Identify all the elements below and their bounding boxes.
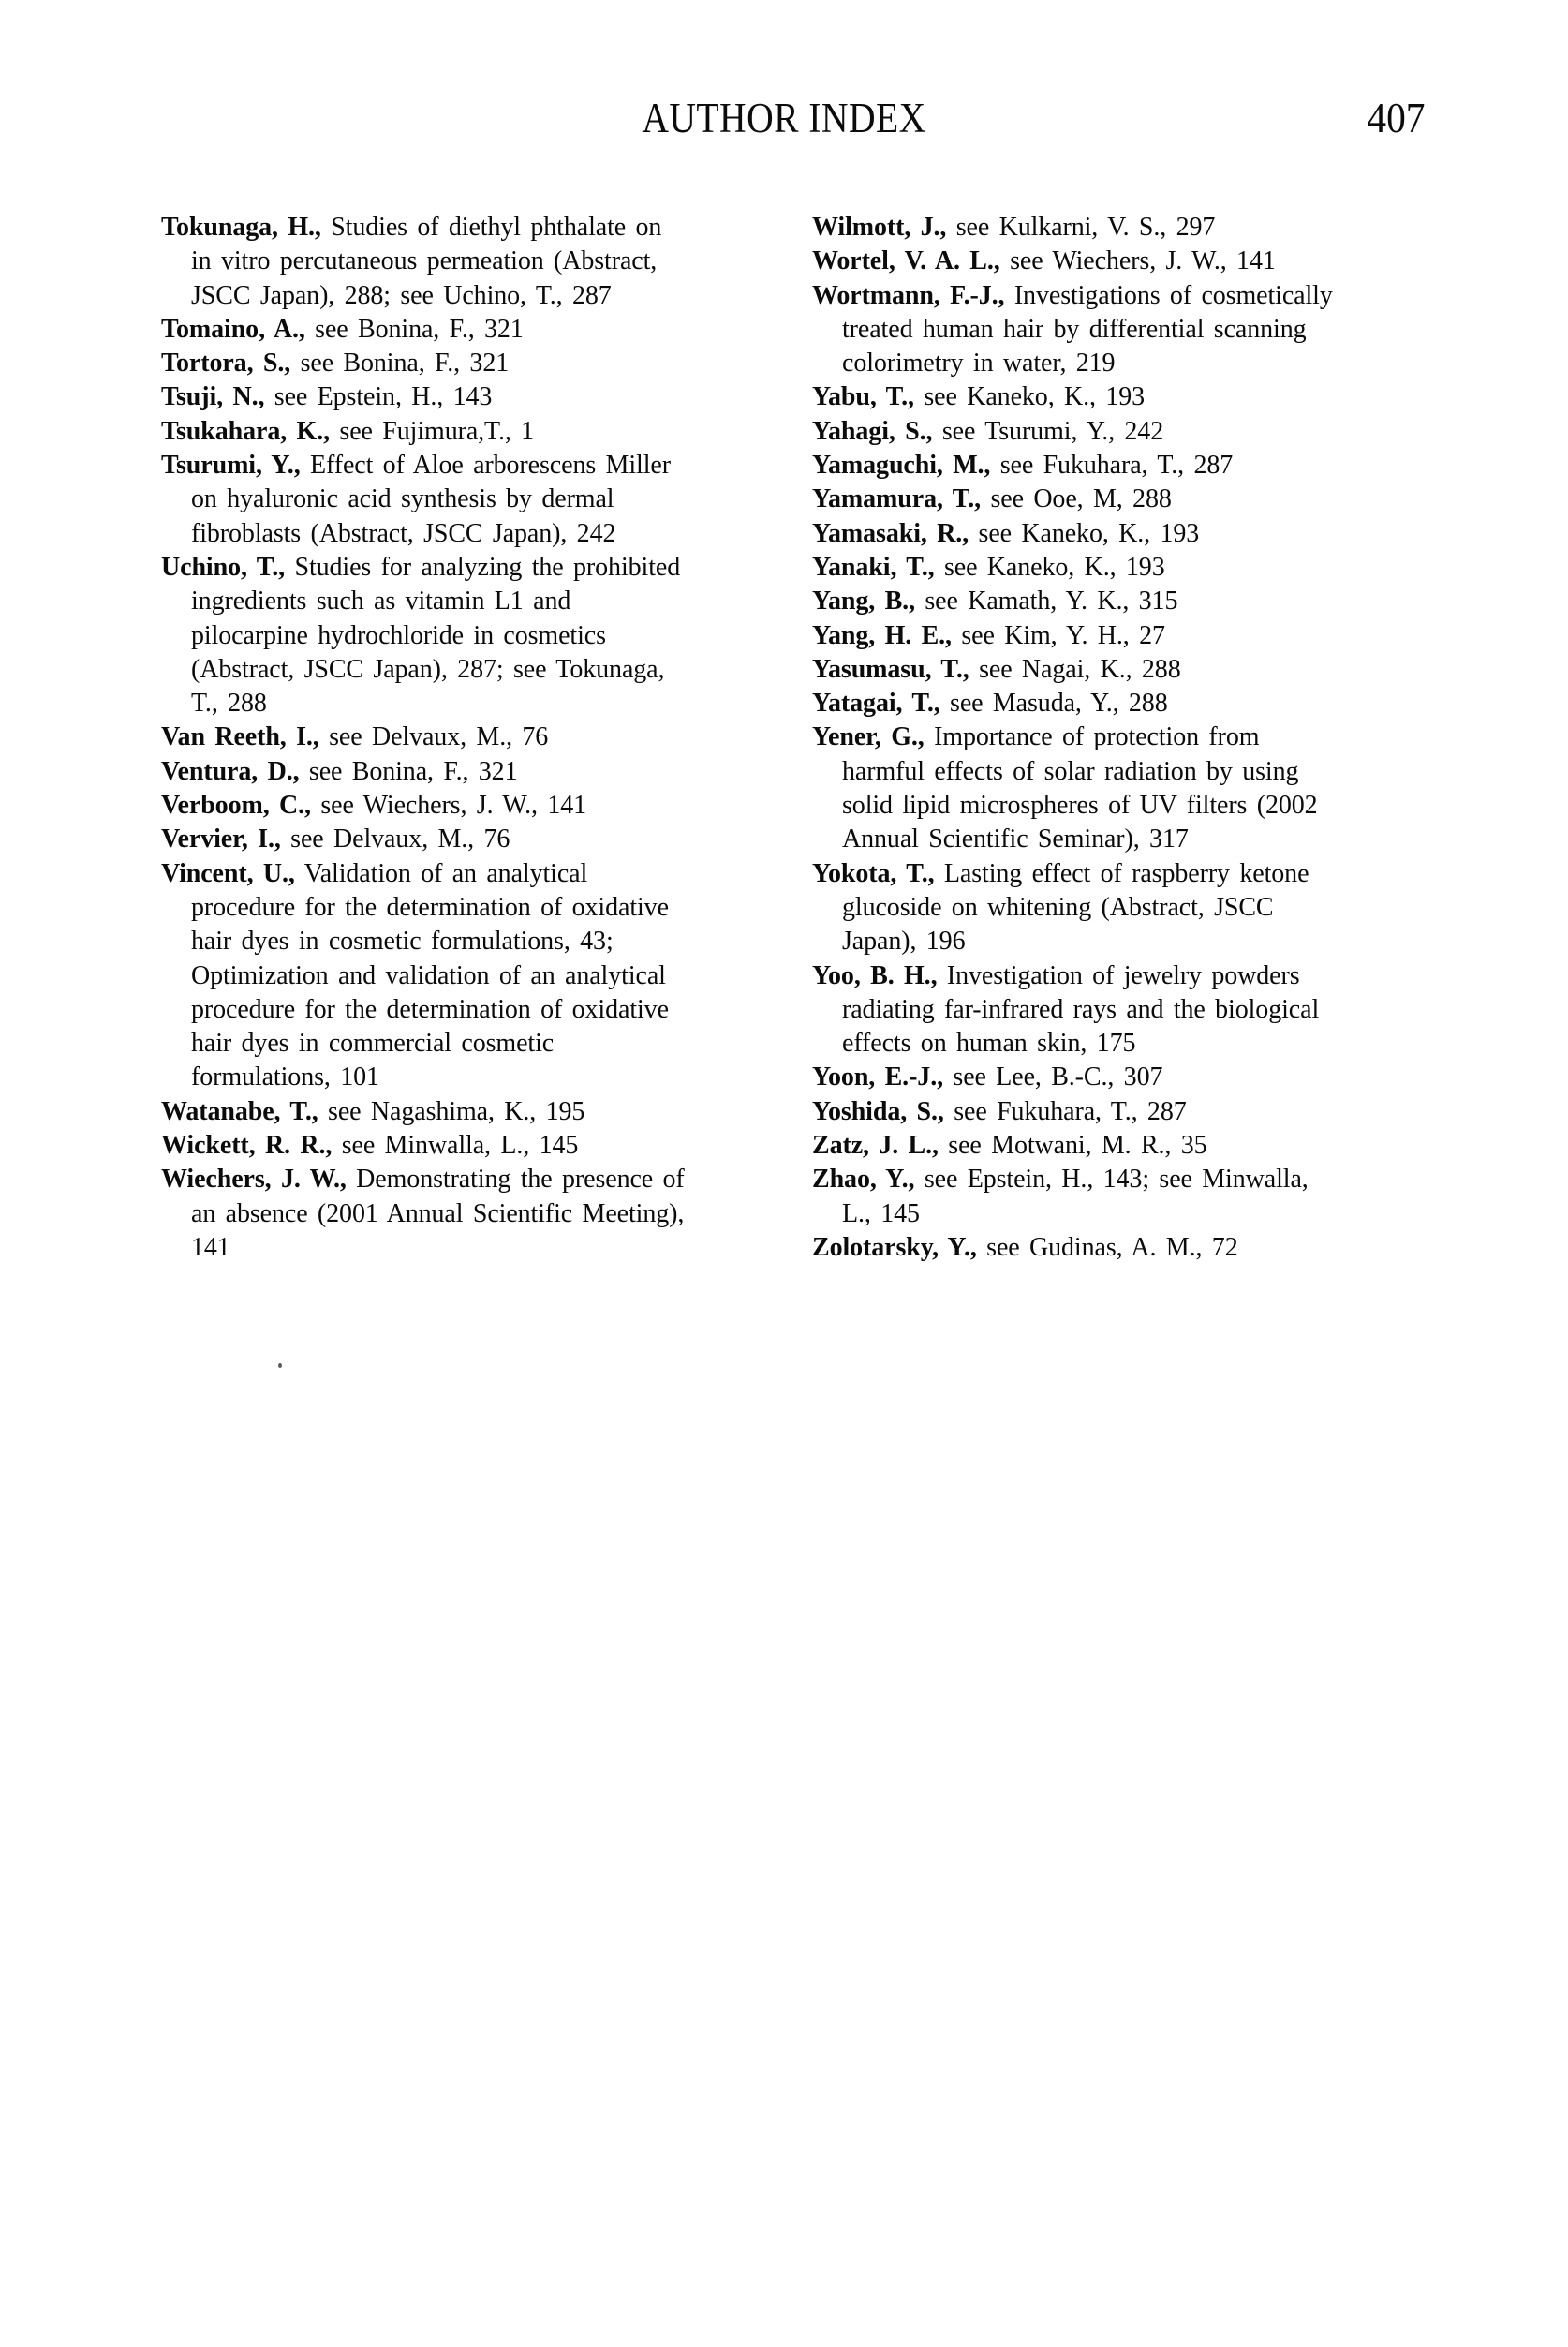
index-entry-continuation-line: T., 288 [191,689,267,719]
author-name: Tsurumi, Y., [161,451,301,481]
author-name: Yoon, E.-J., [812,1062,943,1092]
running-head [0,97,1568,144]
author-name: Yang, H. E., [812,620,952,650]
author-name: Tsukahara, K., [161,416,331,446]
author-name: Yoo, B. H., [812,960,938,990]
index-entry-continuation-line: hair dyes in commercial cosmetic [191,1029,555,1059]
author-name: Zatz, J. L., [812,1131,939,1161]
index-entry-first-line: Wortel, V. A. L., see Wiechers, J. W., 141 [812,246,1276,276]
index-entry-first-line: Yang, B., see Kamath, Y. K., 315 [812,587,1178,616]
index-entry-first-line: Yoon, E.-J., see Lee, B.-C., 307 [812,1062,1163,1092]
index-entry-first-line: Wiechers, J. W., Demonstrating the presence of [161,1165,685,1195]
index-entry-continuation-line: on hyaluronic acid synthesis by dermal [191,484,614,514]
author-name: Verboom, C., [161,791,311,821]
author-name: Vincent, U., [161,858,295,888]
index-entry-continuation-line: fibroblasts (Abstract, JSCC Japan), 242 [191,518,616,548]
index-entry-first-line: Vervier, I., see Delvaux, M., 76 [161,824,510,854]
index-entry-first-line: Tsuji, N., see Epstein, H., 143 [161,382,493,412]
index-entry-continuation-line: Optimization and validation of an analytical [191,960,666,990]
index-column-right [812,211,1423,1265]
author-name: Wilmott, J., [812,213,947,242]
index-entry-continuation-line: solid lipid microspheres of UV filters (2002 [842,791,1318,821]
author-name: Wortmann, F.-J., [812,280,1005,310]
index-entry-first-line: Yabu, T., see Kaneko, K., 193 [812,382,1146,412]
author-name: Watanabe, T., [161,1096,318,1126]
index-entry-continuation-line: procedure for the determination of oxidative [191,994,669,1024]
index-column-left [161,211,765,1265]
index-entry-first-line: Zolotarsky, Y., see Gudinas, A. M., 72 [812,1232,1238,1262]
index-entry-first-line: Yang, H. E., see Kim, Y. H., 27 [812,620,1165,650]
index-entry-first-line: Yamasaki, R., see Kaneko, K., 193 [812,518,1200,548]
index-entry-first-line: Yahagi, S., see Tsurumi, Y., 242 [812,416,1164,446]
index-entry-continuation-line: (Abstract, JSCC Japan), 287; see Tokunaga, [191,654,665,684]
index-entry-continuation-line: 141 [191,1232,230,1262]
index-entry-continuation-line: Annual Scientific Seminar), 317 [842,824,1189,854]
index-entry-first-line: Yamamura, T., see Ooe, M, 288 [812,484,1172,514]
author-name: Tokunaga, H., [161,213,321,242]
page-number: 407 [1366,95,1425,141]
index-entry-first-line: Yoo, B. H., Investigation of jewelry powders [812,960,1300,990]
author-name: Yatagai, T., [812,689,940,719]
index-entry-first-line: Zhao, Y., see Epstein, H., 143; see Minwalla, [812,1165,1309,1195]
index-entry-continuation-line: formulations, 101 [191,1062,379,1092]
author-name: Vervier, I., [161,824,281,854]
index-entry-continuation-line: ingredients such as vitamin L1 and [191,587,571,616]
author-name: Zolotarsky, Y., [812,1232,977,1262]
author-name: Yang, B., [812,587,915,616]
author-name: Uchino, T., [161,552,286,582]
author-name: Wickett, R. R., [161,1131,333,1161]
author-name: Yamasaki, R., [812,518,969,548]
index-entry-first-line: Ventura, D., see Bonina, F., 321 [161,756,518,786]
index-entry-continuation-line: harmful effects of solar radiation by using [842,756,1299,786]
author-name: Wortel, V. A. L., [812,246,1000,276]
index-entry-first-line: Yoshida, S., see Fukuhara, T., 287 [812,1096,1187,1126]
index-entry-first-line: Tokunaga, H., Studies of diethyl phthalate on [161,213,662,242]
author-name: Yahagi, S., [812,416,933,446]
author-name: Yamamura, T., [812,484,982,514]
author-name: Yamaguchi, M., [812,451,991,481]
index-entry-first-line: Zatz, J. L., see Motwani, M. R., 35 [812,1131,1207,1161]
index-entry-first-line: Wickett, R. R., see Minwalla, L., 145 [161,1131,579,1161]
index-entry-first-line: Tsurumi, Y., Effect of Aloe arborescens Miller [161,451,671,481]
author-name: Van Reeth, I., [161,722,319,752]
index-entry-first-line: Yanaki, T., see Kaneko, K., 193 [812,552,1165,582]
author-name: Wiechers, J. W., [161,1165,347,1195]
index-entry-first-line: Yamaguchi, M., see Fukuhara, T., 287 [812,451,1234,481]
author-name: Yanaki, T., [812,552,935,582]
index-entry-first-line: Yatagai, T., see Masuda, Y., 288 [812,689,1168,719]
index-entry-continuation-line: hair dyes in cosmetic formulations, 43; [191,927,614,957]
author-name: Yabu, T., [812,382,914,412]
author-name: Ventura, D., [161,756,300,786]
index-entry-continuation-line: an absence (2001 Annual Scientific Meeting), [191,1198,685,1228]
index-entry-continuation-line: L., 145 [842,1198,920,1228]
page-title: AUTHOR INDEX [642,95,926,141]
index-entry-continuation-line: radiating far-infrared rays and the biological [842,994,1320,1024]
index-entry-first-line: Wortmann, F.-J., Investigations of cosmetically [812,280,1333,310]
index-entry-continuation-line: in vitro percutaneous permeation (Abstract, [191,246,658,276]
author-name: Tortora, S., [161,349,291,379]
index-entry-first-line: Vincent, U., Validation of an analytical [161,858,588,888]
index-entry-first-line: Tortora, S., see Bonina, F., 321 [161,349,510,379]
index-entry-continuation-line: glucoside on whitening (Abstract, JSCC [842,892,1274,922]
index-entry-first-line: Watanabe, T., see Nagashima, K., 195 [161,1096,585,1126]
index-entry-first-line: Verboom, C., see Wiechers, J. W., 141 [161,791,587,821]
index-entry-first-line: Wilmott, J., see Kulkarni, V. S., 297 [812,213,1216,242]
index-entry-continuation-line: JSCC Japan), 288; see Uchino, T., 287 [191,280,612,310]
index-entry-continuation-line: pilocarpine hydrochloride in cosmetics [191,620,606,650]
index-entry-first-line: Yasumasu, T., see Nagai, K., 288 [812,654,1181,684]
index-entry-continuation-line: effects on human skin, 175 [842,1029,1136,1059]
index-entry-continuation-line: procedure for the determination of oxidative [191,892,669,922]
index-entry-first-line: Tsukahara, K., see Fujimura,T., 1 [161,416,535,446]
index-entry-continuation-line: Japan), 196 [842,927,966,957]
index-entry-first-line: Yener, G., Importance of protection from [812,722,1260,752]
author-name: Yasumasu, T., [812,654,969,684]
author-name: Tsuji, N., [161,382,265,412]
author-name: Tomaino, A., [161,314,305,344]
index-entry-continuation-line: treated human hair by differential scanning [842,314,1307,344]
index-entry-first-line: Van Reeth, I., see Delvaux, M., 76 [161,722,549,752]
author-name: Yener, G., [812,722,925,752]
index-entry-continuation-line: colorimetry in water, 219 [842,349,1116,379]
author-name: Yoshida, S., [812,1096,944,1126]
author-name: Zhao, Y., [812,1165,915,1195]
index-entry-first-line: Yokota, T., Lasting effect of raspberry ketone [812,858,1309,888]
index-entry-first-line: Tomaino, A., see Bonina, F., 321 [161,314,524,344]
author-name: Yokota, T., [812,858,935,888]
scan-artifact-dot [278,1363,282,1368]
index-entry-first-line: Uchino, T., Studies for analyzing the prohibited [161,552,681,582]
